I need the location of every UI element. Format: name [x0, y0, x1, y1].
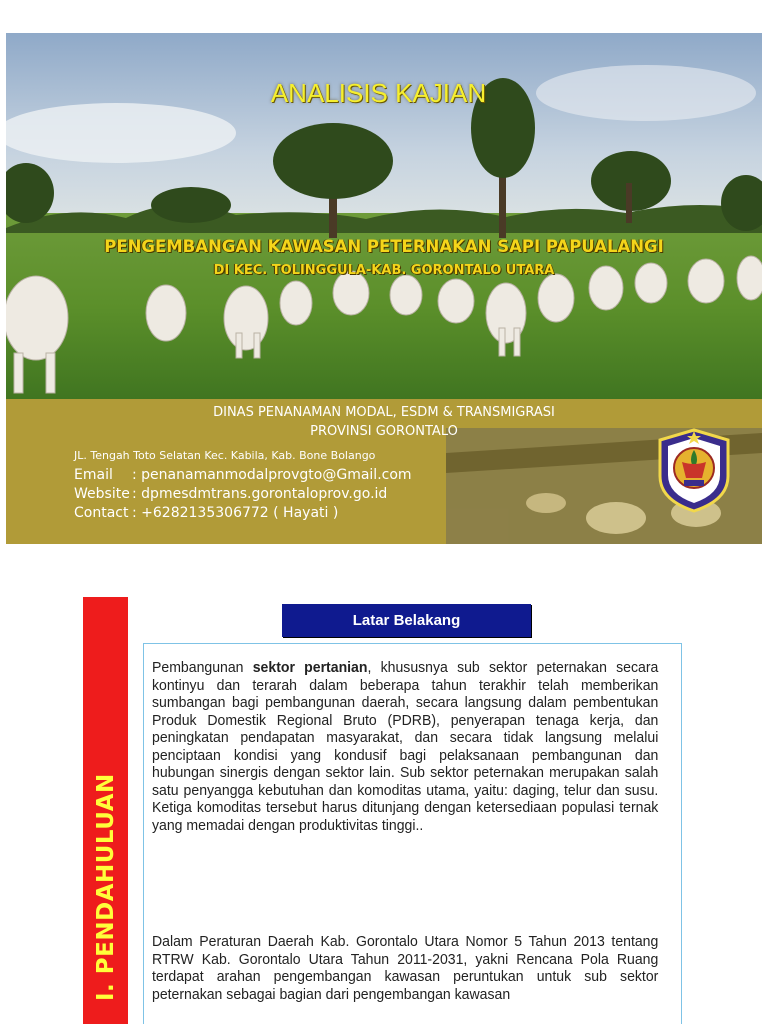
contact-label: Contact — [74, 505, 129, 521]
gorontalo-emblem-icon — [654, 428, 734, 513]
project-title: PENGEMBANGAN KAWASAN PETERNAKAN SAPI PAPUALANGI — [104, 237, 664, 256]
section-label: I. PENDAHULUAN — [92, 773, 119, 1001]
contact-value: : +6282135306772 ( Hayati ) — [132, 505, 339, 521]
paragraph-1-start: Pembangunan — [152, 660, 253, 676]
email-value[interactable]: : penanamanmodalprovgto@Gmail.com — [132, 467, 412, 483]
paragraph-1 — [152, 660, 658, 835]
section-heading: Latar Belakang — [282, 604, 531, 637]
website-value[interactable]: : dpmesdmtrans.gorontaloprov.go.id — [132, 486, 388, 502]
paragraph-1-rest: , khususnya sub sektor peternakan secara kontinyu dan terarah dalam beberapa tahun terakhir telah memberikan sumbangan bagi pembangunan daerah, secara langsung dalam pembentukan Produk Domestik Regional Bruto (PDRB), penyerapan tenaga kerja, dan peningkatan pendapatan masyarakat, dan secara tidak langsung melalui penciptaan kondisi yang kondusif bagi pelaksanaan pembangunan dan hubungan sinergis dengan sektor lain. Sub sektor peternakan merupakan salah satu penyangga kebutuhan dan komoditas utama, yaitu: daging, telur dan susu. Ketiga komoditas tersebut harus ditunjang dengan ketersediaan populasi ternak yang memadai dengan produktivitas tinggi.. — [152, 660, 659, 834]
email-row — [74, 466, 412, 485]
section-sidebar — [83, 597, 128, 1024]
body-text-box — [143, 643, 682, 1024]
email-label: Email — [74, 467, 113, 483]
address-text: JL. Tengah Toto Selatan Kec. Kabila, Kab. Bone Bolango — [74, 449, 376, 462]
slide-title: ANALISIS KAJIAN — [270, 78, 487, 108]
agency-line-2: PROVINSI GORONTALO — [310, 424, 458, 439]
contact-row — [74, 504, 412, 523]
paragraph-2: Dalam Peraturan Daerah Kab. Gorontalo Utara Nomor 5 Tahun 2013 tentang RTRW Kab. Gorontalo Utara Tahun 2011-2031, yakni Rencana Pola Ruang terdapat arahan pengembangan kawasan peruntukan untuk sub sektor peternakan sebagai bagian dari pengembangan kawasan — [152, 934, 659, 1003]
website-label: Website — [74, 486, 130, 502]
website-row — [74, 485, 412, 504]
agency-line-1: DINAS PENANAMAN MODAL, ESDM & TRANSMIGRASI — [213, 405, 555, 420]
project-location: DI KEC. TOLINGGULA-KAB. GORONTALO UTARA — [213, 263, 555, 278]
cover-slide — [6, 33, 762, 544]
paragraph-1-emphasis: sektor pertanian — [252, 660, 368, 676]
agency-name — [6, 403, 762, 441]
contact-block — [74, 449, 412, 523]
